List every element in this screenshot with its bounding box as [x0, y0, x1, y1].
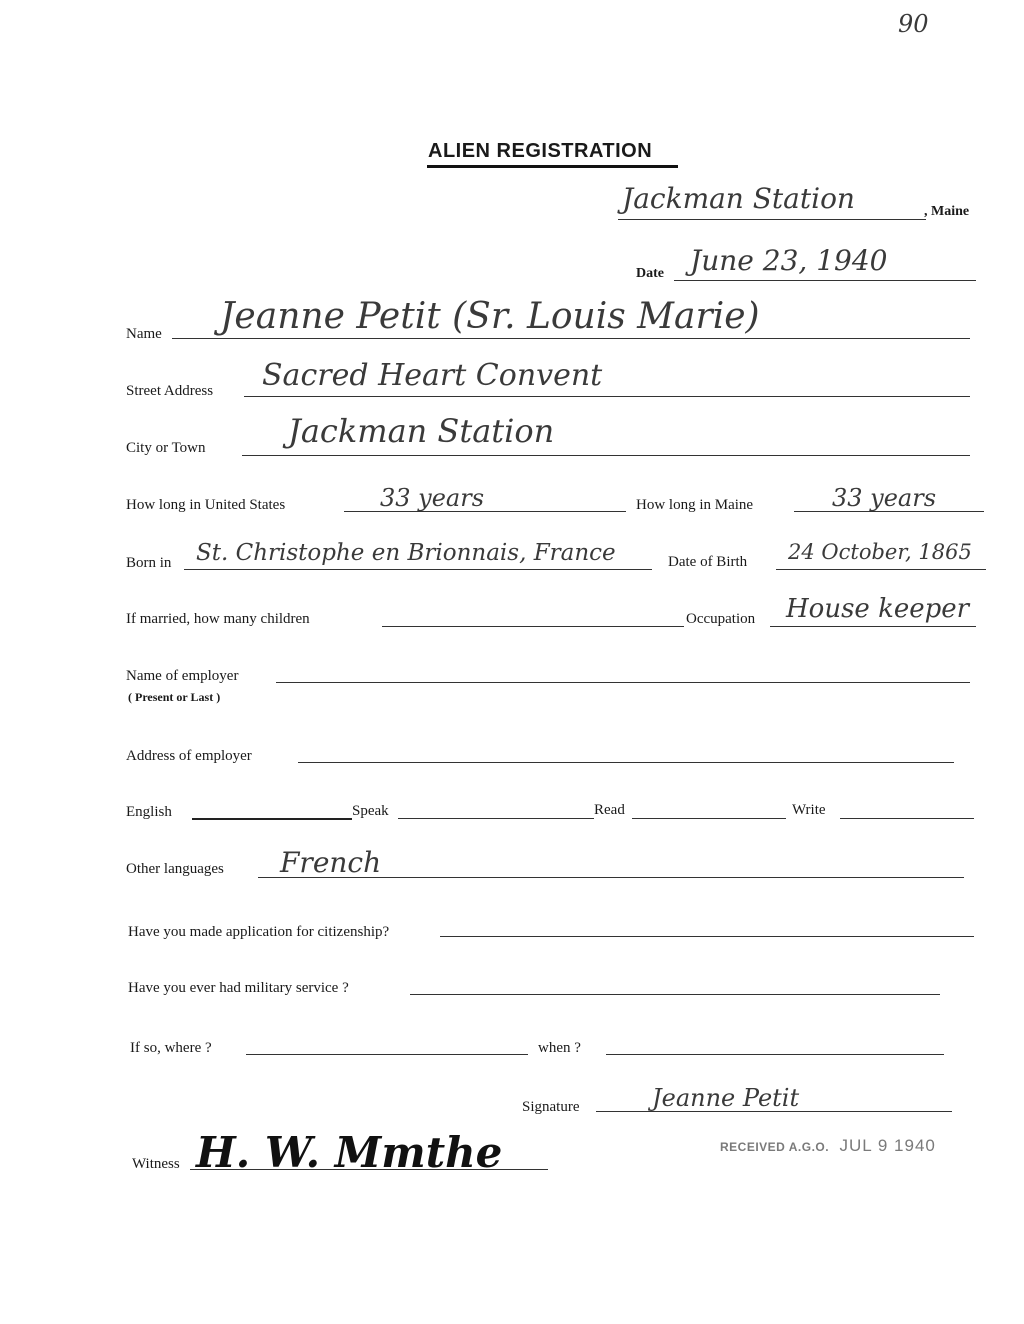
form-title: ALIEN REGISTRATION: [428, 140, 653, 162]
other-languages-value: French: [280, 846, 382, 879]
employer-name-label: Name of employer: [126, 668, 239, 684]
date-value: June 23, 1940: [690, 244, 888, 277]
born-in-value: St. Christophe en Brionnais, France: [196, 540, 616, 566]
if-so-where-label: If so, where ?: [130, 1040, 212, 1056]
date-line: [674, 280, 976, 281]
how-long-maine-label: How long in Maine: [636, 497, 754, 513]
city-label: City or Town: [126, 440, 206, 456]
street-address-line: [244, 396, 970, 397]
city-line: [242, 455, 970, 456]
name-label: Name: [126, 326, 162, 342]
born-in-label: Born in: [126, 555, 172, 571]
street-address-label: Street Address: [126, 383, 214, 399]
witness-line: [190, 1169, 548, 1170]
location-line: [618, 219, 926, 220]
how-long-us-label: How long in United States: [126, 497, 286, 513]
write-label: Write: [792, 802, 826, 818]
location-suffix: , Maine: [924, 204, 970, 219]
date-of-birth-value: 24 October, 1865: [788, 540, 972, 564]
how-long-us-line: [344, 511, 626, 512]
military-label: Have you ever had military service ?: [128, 980, 349, 996]
read-label: Read: [594, 802, 625, 818]
city-value: Jackman Station: [288, 412, 555, 450]
date-of-birth-line: [776, 569, 986, 570]
speak-label: Speak: [352, 803, 389, 819]
signature-label: Signature: [522, 1099, 580, 1115]
write-line: [840, 818, 974, 819]
how-long-maine-value: 33 years: [832, 484, 937, 512]
employer-name-line: [276, 682, 970, 683]
english-line: [192, 818, 352, 820]
location-value: Jackman Station: [622, 182, 855, 215]
how-long-maine-line: [794, 511, 984, 512]
employer-address-line: [298, 762, 954, 763]
signature-line: [596, 1111, 952, 1112]
witness-signature: H. W. Mmthe: [196, 1128, 503, 1177]
other-languages-line: [258, 877, 964, 878]
occupation-value: House keeper: [786, 594, 970, 624]
stamp-date: JUL 9 1940: [839, 1136, 936, 1155]
employer-note: ( Present or Last ): [128, 690, 221, 704]
title-underline: [427, 165, 678, 168]
where-line: [246, 1054, 528, 1055]
name-line: [172, 338, 970, 339]
citizenship-line: [440, 936, 974, 937]
english-label: English: [126, 804, 172, 820]
citizenship-label: Have you made application for citizenship?: [128, 924, 390, 940]
occupation-line: [770, 626, 976, 627]
stamp-agency: RECEIVED A.G.O.: [720, 1140, 830, 1154]
witness-label: Witness: [132, 1156, 180, 1172]
date-of-birth-label: Date of Birth: [668, 554, 748, 570]
how-long-us-value: 33 years: [380, 484, 485, 512]
born-in-line: [184, 569, 652, 570]
married-children-line: [382, 626, 684, 627]
other-languages-label: Other languages: [126, 861, 224, 877]
signature-value: Jeanne Petit: [652, 1084, 800, 1112]
page-number: 90: [898, 10, 929, 38]
name-value: Jeanne Petit (Sr. Louis Marie): [220, 296, 760, 337]
read-line: [632, 818, 786, 819]
when-label: when ?: [538, 1040, 581, 1056]
married-children-label: If married, how many children: [126, 611, 310, 627]
date-label: Date: [636, 266, 664, 281]
employer-address-label: Address of employer: [126, 748, 252, 764]
occupation-label: Occupation: [686, 611, 756, 627]
street-address-value: Sacred Heart Convent: [262, 358, 603, 393]
received-stamp: [720, 1136, 936, 1156]
when-line: [606, 1054, 944, 1055]
military-line: [410, 994, 940, 995]
speak-line: [398, 818, 594, 819]
